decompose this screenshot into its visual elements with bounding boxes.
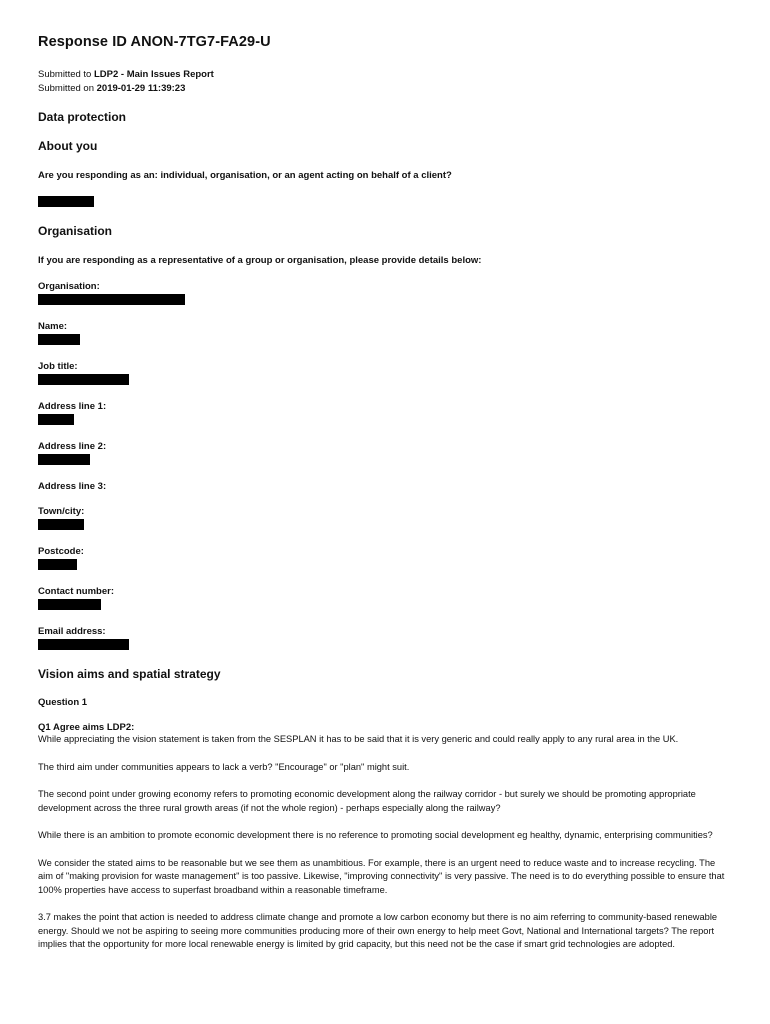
about-question: Are you responding as an: individual, organisation, or an agent acting on behalf of a client? [38,170,452,181]
answer-paragraph-5: We consider the stated aims to be reasonable but we see them as unambitious. For example, there is an urgent need to reduce waste and to increase recycling. The aim of "making provision for waste management" is too passive. Likewise, "improving connectivity" is very passive. The need is to do everything possible to ensure that 100% properties have access to superfast broadband within a reasonable timeframe. [38,857,725,895]
redacted-name [38,334,80,345]
redacted-town-city [38,519,84,530]
redacted-organisation [38,294,185,305]
section-about-you: About you [38,139,98,153]
redacted-address-line-1 [38,414,74,425]
submitted-to-prefix: Submitted to [38,69,92,80]
organisation-question: If you are responding as a representative of a group or organisation, please provide details below: [38,255,482,266]
label-name: Name: [38,321,68,332]
section-vision-aims: Vision aims and spatial strategy [38,667,221,681]
response-title: Response ID ANON-7TG7-FA29-U [38,34,271,50]
answer-paragraph-4: While there is an ambition to promote economic development there is no reference to promoting social development eg healthy, dynamic, enterprising communities? [38,830,713,840]
answer-paragraph-2: The third aim under communities appears to lack a verb? "Encourage" or "plan" might suit. [38,761,410,772]
submitted-on-line [38,82,732,96]
redacted-email-address [38,639,129,650]
section-data-protection: Data protection [38,110,127,124]
submission-meta [38,68,732,96]
q1-label: Q1 Agree aims LDP2: [38,722,135,733]
submitted-on-prefix: Submitted on [38,83,94,94]
label-address-line-2: Address line 2: [38,441,107,452]
redacted-contact-number [38,599,101,610]
answer-paragraph-1: While appreciating the vision statement is taken from the SESPLAN it has to be said that it is very generic and could really apply to any rural area in the UK. [38,734,679,744]
question-1-heading: Question 1 [38,697,88,708]
label-address-line-3: Address line 3: [38,481,107,492]
answer-paragraph-3: The second point under growing economy refers to promoting economic development along the railway corridor - but surely we should be promoting appropriate development across the three rural growth areas (if not the whole region) - perhaps especially along the railway? [38,789,696,813]
section-organisation: Organisation [38,224,113,238]
label-email-address: Email address: [38,626,106,637]
submitted-on-value: 2019-01-29 11:39:23 [96,83,186,94]
redacted-postcode [38,559,77,570]
answer-paragraph-6: 3.7 makes the point that action is needed to address climate change and promote a low carbon economy but there is no aim referring to community-based renewable energy. Should we not be aspiring to seeing more communities producing more of their own energy to help meet Govt, National and International targets? The report implies that the opportunity for more local renewable energy is limited by grid capacity, but this need not be the case if smart grid technologies are adopted. [38,912,718,949]
submitted-to-line [38,68,732,82]
label-contact-number: Contact number: [38,586,114,597]
redacted-respondent-type [38,196,94,207]
label-job-title: Job title: [38,361,78,372]
label-town-city: Town/city: [38,506,85,517]
label-postcode: Postcode: [38,546,84,557]
redacted-address-line-2 [38,454,90,465]
redacted-job-title [38,374,129,385]
label-address-line-1: Address line 1: [38,401,107,412]
submitted-to-value: LDP2 - Main Issues Report [93,69,214,80]
label-organisation: Organisation: [38,281,100,292]
